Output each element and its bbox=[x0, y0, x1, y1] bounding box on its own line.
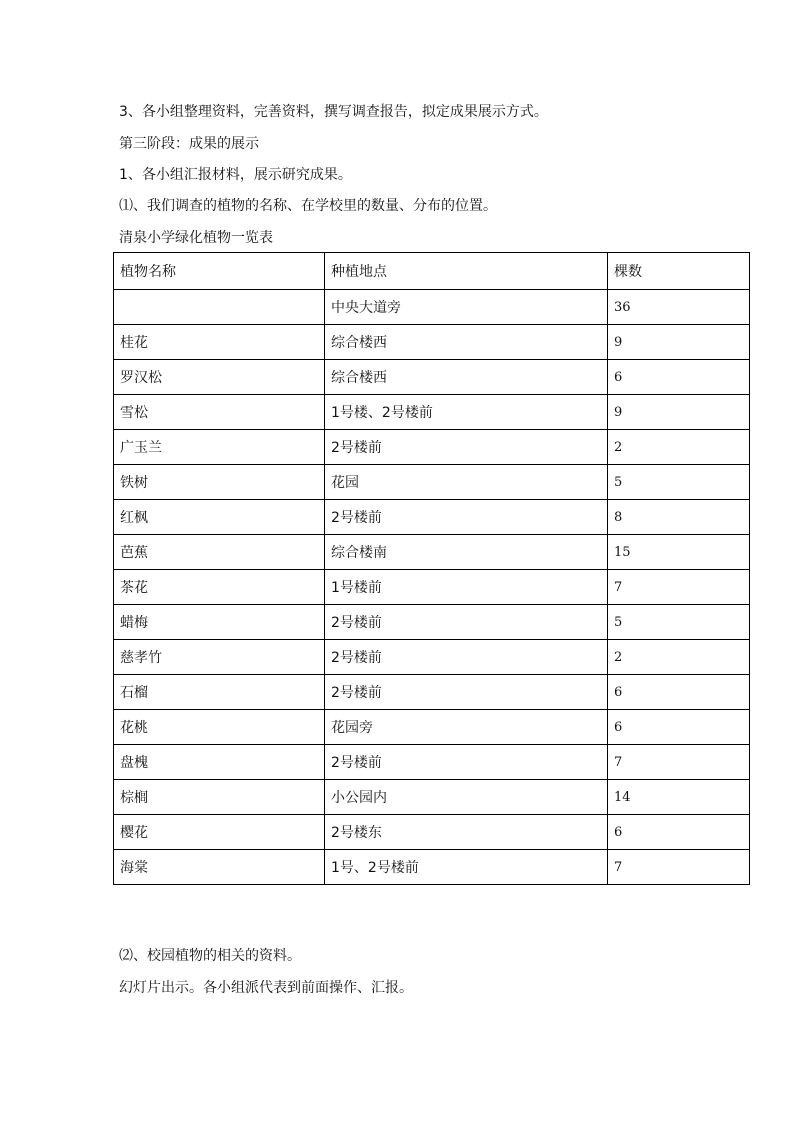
paragraph-slideshow: 幻灯片出示。各小组派代表到前面操作、汇报。 bbox=[119, 980, 413, 996]
table-row bbox=[114, 395, 750, 430]
cell-plant-name: 雪松 bbox=[114, 395, 325, 430]
cell-plant-name: 石榴 bbox=[114, 675, 325, 710]
table-row bbox=[114, 710, 750, 745]
paragraph-related-materials: ⑵、校园植物的相关的资料。 bbox=[119, 948, 301, 964]
cell-count: 36 bbox=[608, 290, 750, 325]
cell-count: 9 bbox=[608, 325, 750, 360]
header-location: 种植地点 bbox=[325, 253, 608, 290]
header-plant-name: 植物名称 bbox=[114, 253, 325, 290]
cell-plant-name: 茶花 bbox=[114, 570, 325, 605]
cell-location: 中央大道旁 bbox=[325, 290, 608, 325]
cell-count: 6 bbox=[608, 815, 750, 850]
table-row bbox=[114, 850, 750, 885]
cell-count: 6 bbox=[608, 675, 750, 710]
table-caption: 清泉小学绿化植物一览表 bbox=[119, 230, 273, 246]
table-row bbox=[114, 780, 750, 815]
cell-location: 2号楼前 bbox=[325, 675, 608, 710]
table-body bbox=[114, 290, 750, 885]
table-row bbox=[114, 605, 750, 640]
cell-count: 6 bbox=[608, 360, 750, 395]
cell-location: 综合楼南 bbox=[325, 535, 608, 570]
cell-location: 2号楼前 bbox=[325, 745, 608, 780]
cell-count: 7 bbox=[608, 850, 750, 885]
cell-count: 14 bbox=[608, 780, 750, 815]
cell-location: 2号楼前 bbox=[325, 640, 608, 675]
cell-plant-name: 蜡梅 bbox=[114, 605, 325, 640]
paragraph-survey-content: ⑴、我们调查的植物的名称、在学校里的数量、分布的位置。 bbox=[119, 198, 497, 214]
cell-location: 花园 bbox=[325, 465, 608, 500]
cell-plant-name: 罗汉松 bbox=[114, 360, 325, 395]
table-row bbox=[114, 290, 750, 325]
cell-location: 综合楼西 bbox=[325, 325, 608, 360]
cell-location: 花园旁 bbox=[325, 710, 608, 745]
cell-count: 5 bbox=[608, 605, 750, 640]
cell-plant-name bbox=[114, 290, 325, 325]
cell-location: 1号、2号楼前 bbox=[325, 850, 608, 885]
table-row bbox=[114, 500, 750, 535]
cell-count: 8 bbox=[608, 500, 750, 535]
cell-count: 6 bbox=[608, 710, 750, 745]
cell-location: 2号楼东 bbox=[325, 815, 608, 850]
header-count: 棵数 bbox=[608, 253, 750, 290]
cell-plant-name: 芭蕉 bbox=[114, 535, 325, 570]
cell-plant-name: 花桃 bbox=[114, 710, 325, 745]
cell-plant-name: 樱花 bbox=[114, 815, 325, 850]
cell-plant-name: 铁树 bbox=[114, 465, 325, 500]
cell-location: 2号楼前 bbox=[325, 605, 608, 640]
cell-plant-name: 广玉兰 bbox=[114, 430, 325, 465]
cell-plant-name: 红枫 bbox=[114, 500, 325, 535]
plant-table bbox=[113, 252, 750, 885]
table-row bbox=[114, 430, 750, 465]
table-row bbox=[114, 745, 750, 780]
cell-count: 15 bbox=[608, 535, 750, 570]
cell-plant-name: 盘槐 bbox=[114, 745, 325, 780]
cell-location: 2号楼前 bbox=[325, 500, 608, 535]
table-row bbox=[114, 640, 750, 675]
table-row bbox=[114, 535, 750, 570]
cell-location: 1号楼、2号楼前 bbox=[325, 395, 608, 430]
cell-count: 2 bbox=[608, 640, 750, 675]
cell-location: 1号楼前 bbox=[325, 570, 608, 605]
cell-plant-name: 棕榈 bbox=[114, 780, 325, 815]
table-row bbox=[114, 815, 750, 850]
table-row bbox=[114, 465, 750, 500]
cell-count: 9 bbox=[608, 395, 750, 430]
table-header-row bbox=[114, 253, 750, 290]
cell-plant-name: 慈孝竹 bbox=[114, 640, 325, 675]
table-row bbox=[114, 675, 750, 710]
cell-count: 2 bbox=[608, 430, 750, 465]
paragraph-report-step: 3、各小组整理资料，完善资料，撰写调查报告，拟定成果展示方式。 bbox=[119, 104, 548, 120]
cell-location: 小公园内 bbox=[325, 780, 608, 815]
table-row bbox=[114, 360, 750, 395]
paragraph-present-results: 1、各小组汇报材料，展示研究成果。 bbox=[119, 167, 352, 183]
cell-plant-name: 桂花 bbox=[114, 325, 325, 360]
cell-count: 5 bbox=[608, 465, 750, 500]
table-row bbox=[114, 570, 750, 605]
stage-heading: 第三阶段：成果的展示 bbox=[119, 136, 259, 152]
cell-location: 综合楼西 bbox=[325, 360, 608, 395]
cell-location: 2号楼前 bbox=[325, 430, 608, 465]
cell-count: 7 bbox=[608, 570, 750, 605]
table-row bbox=[114, 325, 750, 360]
cell-plant-name: 海棠 bbox=[114, 850, 325, 885]
cell-count: 7 bbox=[608, 745, 750, 780]
